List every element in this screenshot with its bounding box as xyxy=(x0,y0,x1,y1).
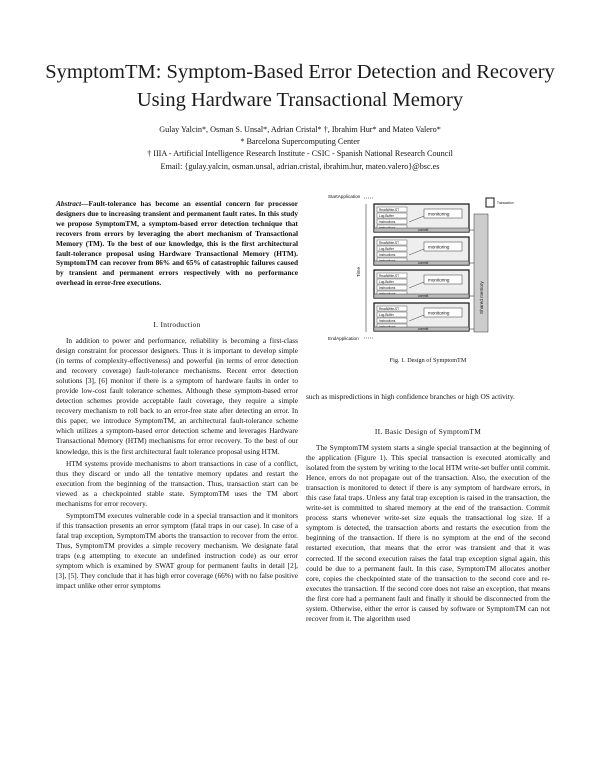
legend-transaction-swatch xyxy=(486,198,494,207)
abstract-text: —Fault-tolerance has become an essential concern for processor designers due to increasing transient and permanent fault rates. In this study we propose SymptomTM, a symptom-based error detection technique that recovers from errors by leveraging the abort mechanism of Transactional Memory (TM). To the best of our knowledge, this is the first architectural fault-tolerance proposal using Hardware Transactional Memory (HTM). SymptomTM can recover from 86% and 65% of catastrophic failures caused by transient and permanent errors respectively with no performance overhead in error-free executions. xyxy=(56,199,298,288)
block-row-label: Instructions xyxy=(379,220,396,224)
transaction-block xyxy=(374,204,474,232)
block-row-label: Instructions xyxy=(379,286,396,290)
monitoring-label: monitoring xyxy=(428,277,450,283)
author-block xyxy=(20,124,580,173)
paper-title: SymptomTM: Symptom-Based Error Detection and Recovery Using Hardware Transactional Memory xyxy=(45,61,555,111)
commit-label: commit xyxy=(418,261,429,266)
block-row-label: Log-Buffer xyxy=(379,280,394,284)
block-row-label: Log-Buffer xyxy=(379,214,394,218)
block-row-label: ReadWrite-ST xyxy=(379,208,400,212)
legend-transaction-label: Transaction xyxy=(497,201,514,205)
monitoring-label: monitoring xyxy=(428,244,450,250)
transaction-block xyxy=(374,270,474,298)
monitoring-label: monitoring xyxy=(428,310,450,316)
paragraph: The SymptomTM system starts a single special transaction at the beginning of the application (Figure 1). This special transaction is executed atomically and isolated from the system by writing to the local HTM write-set buffer until commit. Hence, errors do not propagate out of the transaction. Also, the execution of the transaction is monitored to detect if there is any symptom of hardware errors, in this case fatal traps. Unless any fatal trap exception is raised in the transaction, the write-set is committed to shared memory at the end of the transaction. Commit process starts whenever write-set size equals the transactional log size. If a symptom is detected, the transaction aborts and restarts the execution from the beginning of the transaction. If there is no symptom at the end of the second restarted execution, that means that the error was transient and that it was corrected. If the second execution raises the fatal trap exception signal again, this could be due to a permanent fault. In this case, SymptomTM allocates another core, copies the checkpointed state of the transaction to the second core and re-executes the transaction. If the second core does not raise an exception, that means the first core had a permanent fault and finally it should be disconnected from the system. Otherwise, either the error is caused by software or SymptomTM can not recover from it. The algorithm used xyxy=(306,443,550,623)
paragraph: In addition to power and performance, reliability is becoming a first-class design constraint for processor designers. Thus it is important to develop simple (in terms of complexity-effectiveness) and powerful (in terms of error detection and recovery coverage) fault-tolerance mechanisms. Recent error detection solutions [3], [6] monitor if there is a symptom of hardware faults in order to provide low-cost fault tolerance schemes. Although these symptom-based error detection schemes provide acceptable fault coverage, they require a simple recovery mechanism to roll back to an error-free state after detecting an error. In this paper, we introduce SymptomTM, an architectural fault-tolerance scheme which utilizes a symptom-based error detection scheme and leverages Hardware Transactional Memory (HTM) mechanisms for error recovery. To the best of our knowledge, this is the first architectural fault tolerance proposal using HTM. xyxy=(56,336,298,456)
abstract xyxy=(56,199,298,288)
time-label: Time xyxy=(356,266,361,277)
block-row-label: Instructions xyxy=(379,319,396,323)
author-emails: Email: {gulay.yalcin, osman.unsal, adrian.cristal, ibrahim.hur, mateo.valero}@bsc.es xyxy=(160,161,440,171)
commit-label: commit xyxy=(418,327,429,332)
paragraph: HTM systems provide mechanisms to abort transactions in case of a conflict, thus they discard or undo all the tentative memory updates and restart the execution from the beginning of the transaction. Thus, transaction start can be viewed as a checkpointed stable state. SymptomTM uses the TM abort mechanisms for error recovery. xyxy=(56,458,298,508)
block-row-label: ReadWrite-ST xyxy=(379,241,400,245)
column-left-body xyxy=(56,336,298,593)
affiliation-iiia: † IIIA - Artificial Intelligence Research Institute - CSIC - Spanish National Research Council xyxy=(147,149,453,159)
shared-memory-label: Shared memory xyxy=(479,281,484,314)
block-row-label: ReadWrite-ST xyxy=(379,274,400,278)
block-row-label: ReadWrite-ST xyxy=(379,307,400,311)
section-heading-basic-design: II. Basic Design of SymptomTM xyxy=(374,427,482,436)
section-heading-introduction: I. Introduction xyxy=(153,320,201,329)
figure-caption: Fig. 1. Design of SymptomTM xyxy=(389,357,467,364)
figure-end-label: EndApplication xyxy=(328,336,359,341)
figure-symptomtm-design xyxy=(326,192,536,352)
affiliation-bsc: * Barcelona Supercomputing Center xyxy=(240,137,360,147)
commit-label: commit xyxy=(418,294,429,299)
figure-start-label: StartApplication xyxy=(328,194,361,199)
paragraph: SymptomTM executes vulnerable code in a special transaction and it monitors if this transaction presents an error symptom (fatal traps in our case). In case of a fatal trap exception, SymptomTM aborts the transaction to recover from the error. Thus, SymptomTM provides a simple recovery mechanism. We designate fatal traps (e.g attempting to execute an undefined instruction code) as our error symptom which is examined by SWAT group for permanent faults in detail [2], [3], [5]. They conclude that it has high error coverage (66%) with no false positive impact unlike other error symptoms xyxy=(56,510,298,591)
transaction-block xyxy=(374,237,474,265)
block-row-label: Log-Buffer xyxy=(379,247,394,251)
author-names: Gulay Yalcin*, Osman S. Unsal*, Adrian Cristal* †, Ibrahim Hur* and Mateo Valero* xyxy=(159,125,441,134)
block-row-label: Log-Buffer xyxy=(379,313,394,317)
transaction-block xyxy=(374,303,474,331)
monitoring-label: monitoring xyxy=(428,211,450,217)
column-right-continuation: such as mispredictions in high confidence branches or high OS activity. xyxy=(306,392,515,401)
block-row-label: Instructions xyxy=(379,253,396,257)
commit-label: commit xyxy=(418,228,429,233)
abstract-label: Abstract xyxy=(56,199,82,208)
column-right-body xyxy=(306,443,550,626)
